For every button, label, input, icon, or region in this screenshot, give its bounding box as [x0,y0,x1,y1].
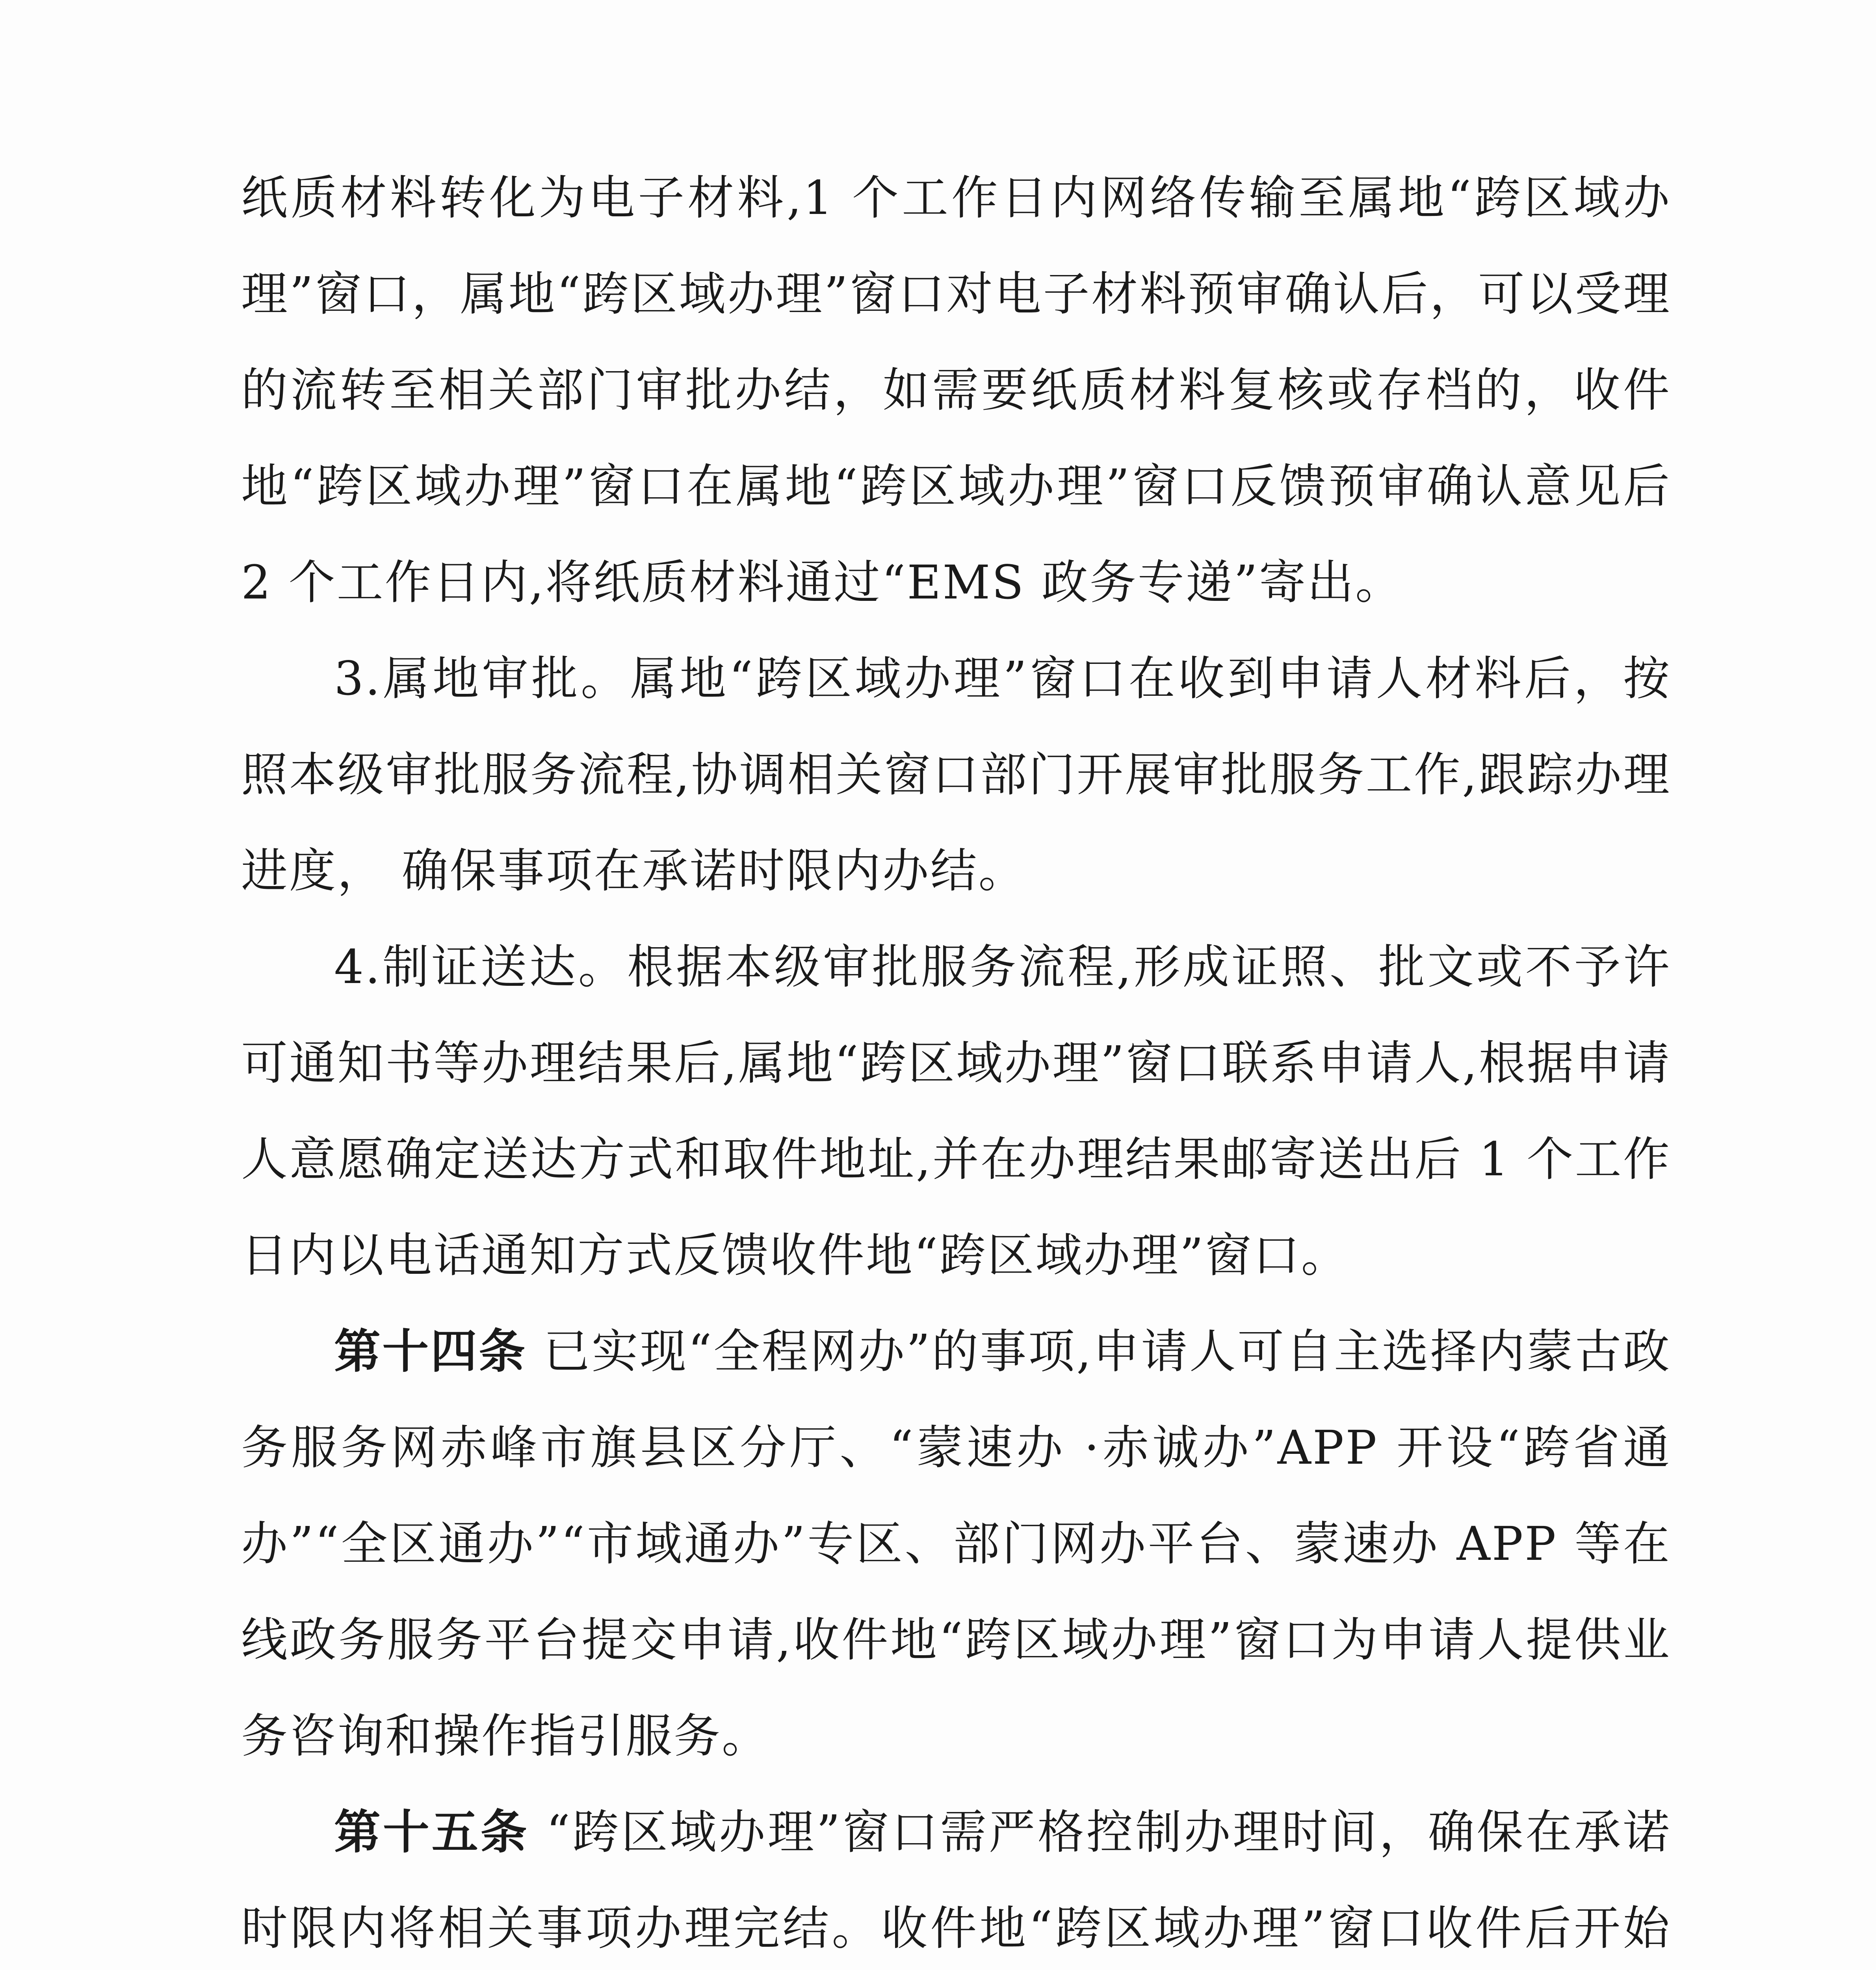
article-15 [241,1784,1671,1970]
paragraph-text: 4.制证送达。根据本级审批服务流程,形成证照、批文或不予许可通知书等办理结果后,属地“跨区域办理”窗口联系申请人,根据申请人意愿确定送达方式和取件地址,并在办理结果邮寄送出后 1 个工作日内以电话通知方式反馈收件地“跨区域办理”窗口。 [241,940,1671,1282]
article-14 [241,1303,1671,1784]
document-body [241,150,1671,1970]
article-14-text: 已实现“全程网办”的事项,申请人可自主选择内蒙古政务服务网赤峰市旗县区分厅、“蒙速办 ·赤诚办”APP 开设“跨省通办”“全区通办”“市域通办”专区、部门网办平台、蒙速办 APP 等在线政务服务平台提交申请,收件地“跨区域办理”窗口为申请人提供业务咨询和操作指引服务。 [241,1324,1671,1763]
article-15-label: 第十五条 [334,1805,529,1859]
article-14-label: 第十四条 [334,1324,527,1379]
paragraph-text: 纸质材料转化为电子材料,1 个工作日内网络传输至属地“跨区域办理”窗口，属地“跨区域办理”窗口对电子材料预审确认后，可以受理的流转至相关部门审批办结，如需要纸质材料复核或存档的，收件地“跨区域办理”窗口在属地“跨区域办理”窗口反馈预审确认意见后 2 个工作日内,将纸质材料通过“EMS 政务专递”寄出。 [241,171,1671,610]
paragraph-certificate-delivery [241,919,1671,1303]
paragraph-continuation [241,150,1671,630]
paragraph-text: 3.属地审批。属地“跨区域办理”窗口在收到申请人材料后，按照本级审批服务流程,协调相关窗口部门开展审批服务工作,跟踪办理进度， 确保事项在承诺时限内办结。 [241,651,1671,898]
paragraph-property-approval [241,630,1671,919]
article-15-text: “跨区域办理”窗口需严格控制办理时间，确保在承诺时限内将相关事项办理完结。收件地“跨区域办理”窗口收件后开始 [241,1805,1671,1955]
